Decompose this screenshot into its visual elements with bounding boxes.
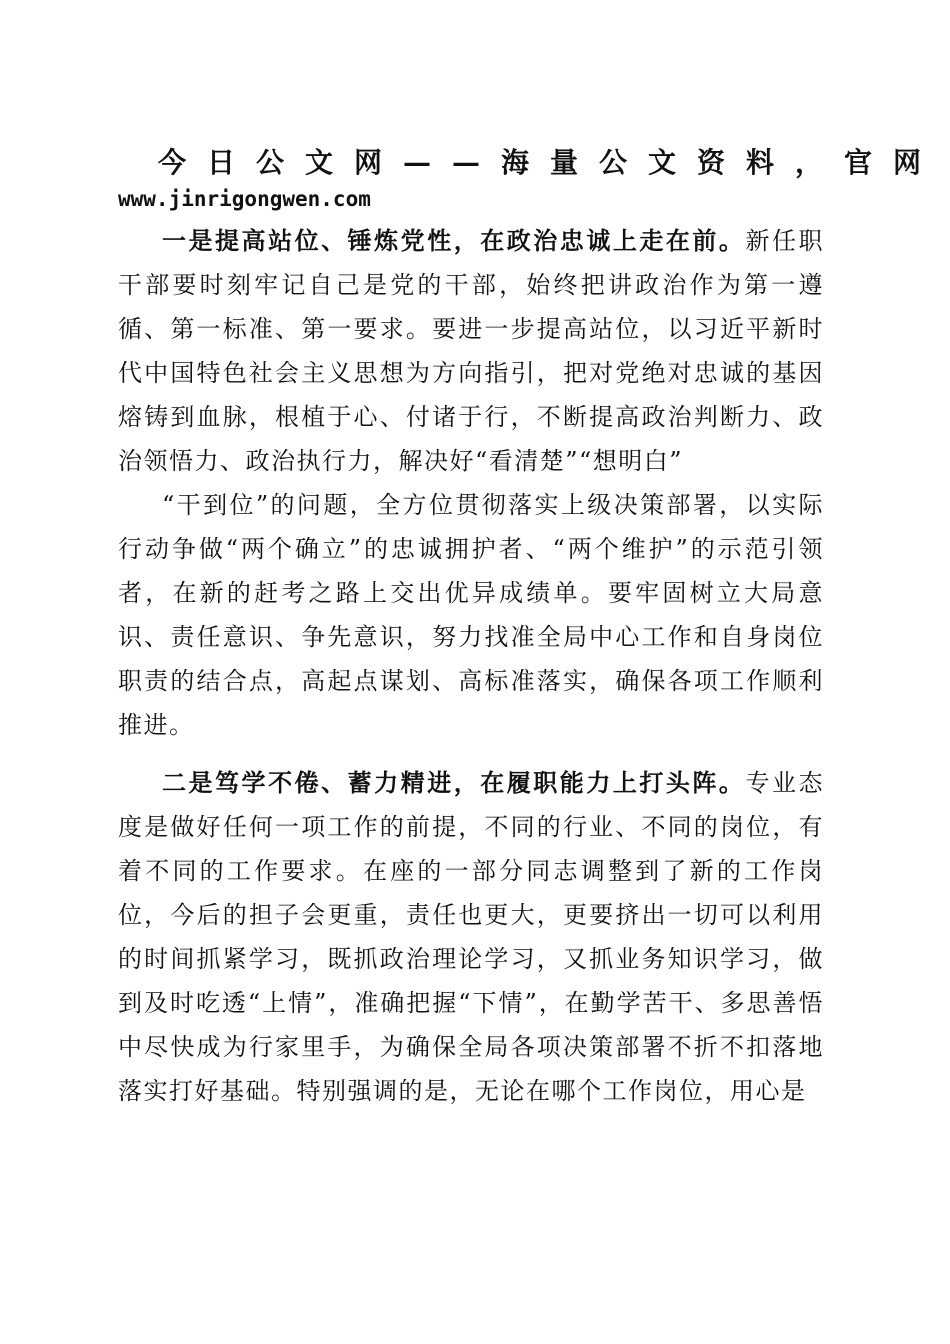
paragraph-1-lead: 一是提高站位、锤炼党性，在政治忠诚上走在前。 [162,226,746,255]
paragraph-3-body: 专业态度是做好任何一项工作的前提，不同的行业、不同的岗位，有着不同的工作要求。在座的一部分同志调整到了新的工作岗位，今后的担子会更重，责任也更大，更要挤出一切可以利用的时间抓紧学习，既抓政治理论学习，又抓业务知识学习，做到及时吃透“上情”，准确把握“下情”，在勤学苦干、多思善悟中尽快成为行家里手，为确保全局各项决策部署不折不扣落地落实打好基础。特别强调的是，无论在哪个工作岗位，用心是 [118,769,825,1105]
paragraph-3 [118,761,824,1113]
paragraph-1-body: 新任职干部要时刻牢记自己是党的干部，始终把讲政治作为第一遵循、第一标准、第一要求。要进一步提高站位，以习近平新时代中国特色社会主义思想为方向指引，把对党绝对忠诚的基因熔铸到血脉，根植于心、付诸于行，不断提高政治判断力、政治领悟力、政治执行力，解决好“看清楚”“想明白” [118,227,825,475]
site-header-url: www.jinrigongwen.com [118,187,371,211]
site-header-title: 今日公文网——海量公文资料，官网 [158,146,943,179]
document-page [118,140,943,1113]
paragraph-2 [118,483,824,747]
paragraph-2-body: “干到位”的问题，全方位贯彻落实上级决策部署，以实际行动争做“两个确立”的忠诚拥护者、“两个维护”的示范引领者，在新的赶考之路上交出优异成绩单。要牢固树立大局意识、责任意识、争先意识，努力找准全局中心工作和自身岗位职责的结合点，高起点谋划、高标准落实，确保各项工作顺利推进。 [118,491,824,739]
paragraph-3-lead: 二是笃学不倦、蓄力精进，在履职能力上打头阵。 [162,768,746,797]
paragraph-1 [118,219,824,483]
